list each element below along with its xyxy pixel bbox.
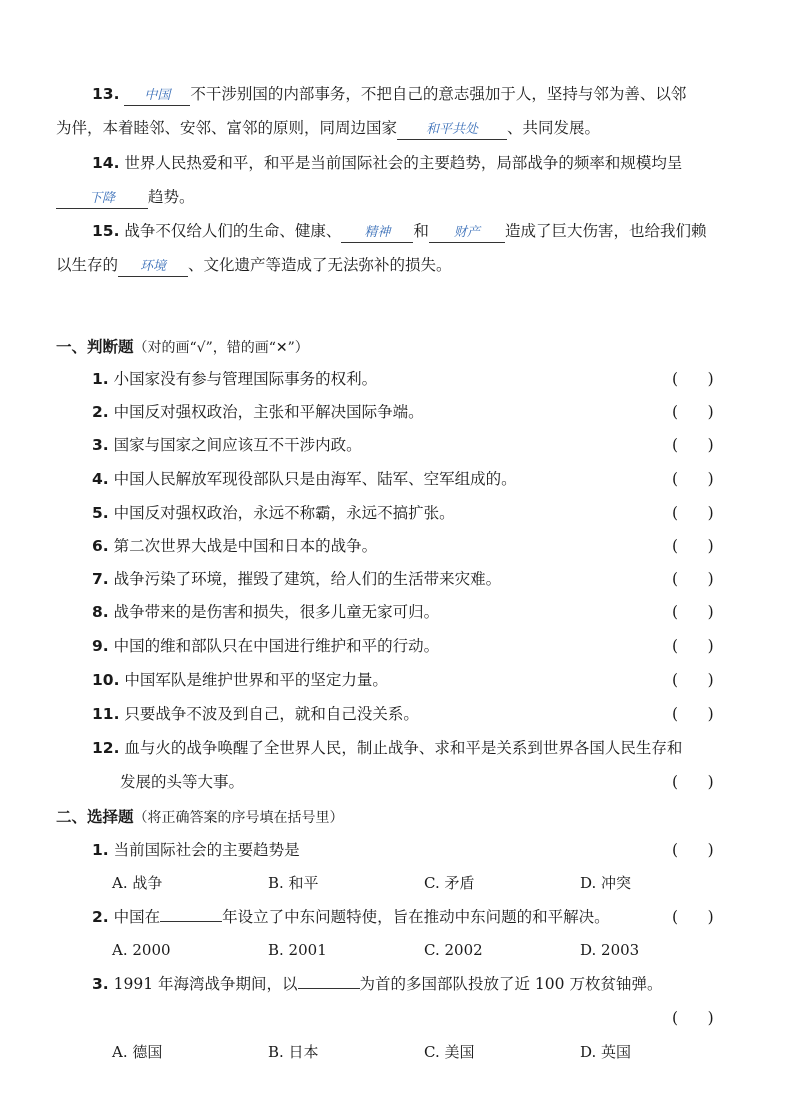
choice-q2-blank [160,907,222,922]
judge-item-number: 2. [92,403,109,421]
q14-text-2: 趋势。 [148,188,195,206]
judge-item-number: 12. [92,739,120,757]
choice-q1-option-b: B. 和平 [268,874,319,892]
fill-q13-line1 [92,83,686,106]
choice-section-title [56,805,344,827]
q13-answer-2[interactable]: 和平共处 [397,121,507,140]
judge-item-6 [92,535,377,557]
judge-item-text: 中国的维和部队只在中国进行维护和平的行动。 [113,637,440,655]
judge-item-text: 战争污染了环境，摧毁了建筑，给人们的生活带来灾难。 [113,570,502,588]
choice-q1-option-c: C. 矛盾 [424,874,475,892]
q15-number: 15. [92,222,120,240]
q15-text-5: 、文化遗产等造成了无法弥补的损失。 [188,256,452,274]
judge-item-number: 5. [92,504,109,522]
choice-q2-text-2: 年设立了中东问题特使，旨在推动中东问题的和平解决。 [222,908,610,926]
choice-q2-option-d: D. 2003 [580,941,640,959]
judge-answer-paren-9[interactable]: ( ) [672,637,714,655]
judge-section-title [56,335,309,357]
judge-answer-paren-1[interactable]: ( ) [672,370,714,388]
choice-q1-text: 当前国际社会的主要趋势是 [113,841,300,859]
judge-item-7 [92,568,501,590]
choice-q3-option-a: A. 德国 [112,1043,163,1061]
judge-item-number: 11. [92,705,120,723]
judge-item-5 [92,502,455,524]
choice-q2 [92,906,610,928]
q13-number: 13. [92,85,120,103]
judge-item-number: 7. [92,570,109,588]
judge-item-number: 4. [92,470,109,488]
choice-q3-text-1: 1991 年海湾战争期间，以 [113,975,298,993]
q13-answer-1[interactable]: 中国 [124,87,190,106]
judge-item-text: 中国反对强权政治，主张和平解决国际争端。 [113,403,424,421]
judge-answer-paren-2[interactable]: ( ) [672,403,714,421]
choice-q2-text-1: 中国在 [113,908,161,926]
choice-q1-option-d: D. 冲突 [580,874,632,892]
choice-q2-option-b: B. 2001 [268,941,327,959]
q15-text-4: 以生存的 [56,256,119,274]
choice-q1-option-a: A. 战争 [112,874,163,892]
judge-title: 一、判断题 [56,338,134,356]
judge-item-10 [92,669,388,691]
judge-answer-paren-3[interactable]: ( ) [672,436,714,454]
judge-item-text: 第二次世界大战是中国和日本的战争。 [113,537,378,555]
judge-item-text: 小国家没有参与管理国际事务的权利。 [113,370,378,388]
judge-item-12-cont: 发展的头等大事。 [120,773,245,791]
judge-item-1 [92,368,377,390]
q13-text-2: 为伴，本着睦邻、安邻、富邻的原则，同周边国家 [56,119,398,137]
judge-item-text: 战争带来的是伤害和损失，很多儿童无家可归。 [113,603,440,621]
choice-q2-option-c: C. 2002 [424,941,483,959]
q14-text-1: 世界人民热爱和平，和平是当前国际社会的主要趋势，局部战争的频率和规模均呈 [124,154,683,172]
choice-q3-number: 3. [92,975,109,993]
q15-answer-2[interactable]: 财产 [429,224,505,243]
choice-q3-text-2: 为首的多国部队投放了近 100 万枚贫铀弹。 [359,975,663,993]
choice-q3-option-c: C. 美国 [424,1043,475,1061]
judge-item-number: 8. [92,603,109,621]
judge-item-text: 中国人民解放军现役部队只是由海军、陆军、空军组成的。 [113,470,517,488]
judge-answer-paren-7[interactable]: ( ) [672,570,714,588]
choice-q3-option-d: D. 英国 [580,1043,632,1061]
choice-q3-blank [298,974,360,989]
choice-q1 [92,839,300,861]
fill-q15-line2 [56,254,452,277]
fill-q13-line2 [56,117,600,140]
fill-q14-line1 [92,152,682,174]
choice-q3 [92,973,662,995]
judge-item-3 [92,434,362,456]
judge-item-text: 中国反对强权政治，永远不称霸，永远不搞扩张。 [113,504,455,522]
judge-item-text: 中国军队是维护世界和平的坚定力量。 [124,671,388,689]
judge-item-2 [92,401,424,423]
judge-answer-paren-4[interactable]: ( ) [672,470,714,488]
judge-item-text: 血与火的战争唤醒了全世界人民，制止战争、求和平是关系到世界各国人民生存和 [124,739,683,757]
choice-answer-paren-1[interactable]: ( ) [672,841,714,859]
judge-note: （对的画“√”，错的画“✕”） [133,340,309,356]
choice-q3-option-b: B. 日本 [268,1043,319,1061]
judge-item-9 [92,635,439,657]
judge-item-number: 9. [92,637,109,655]
choice-q2-option-a: A. 2000 [112,941,171,959]
fill-q14-line2 [56,186,195,209]
judge-answer-paren-12[interactable]: ( ) [672,773,714,791]
judge-item-number: 10. [92,671,120,689]
choice-q2-number: 2. [92,908,109,926]
choice-note: （将正确答案的序号填在括号里） [133,810,344,826]
judge-item-number: 3. [92,436,109,454]
choice-q1-number: 1. [92,841,109,859]
judge-answer-paren-10[interactable]: ( ) [672,671,714,689]
fill-q15-line1 [92,220,706,243]
q15-answer-3[interactable]: 环境 [118,258,188,277]
judge-answer-paren-5[interactable]: ( ) [672,504,714,522]
judge-answer-paren-8[interactable]: ( ) [672,603,714,621]
judge-item-text: 只要战争不波及到自己，就和自己没关系。 [124,705,419,723]
choice-answer-paren-2[interactable]: ( ) [672,908,714,926]
q15-text-3: 造成了巨大伤害，也给我们赖 [504,222,707,240]
q13-text-3: 、共同发展。 [507,119,601,137]
choice-answer-paren-3[interactable]: ( ) [672,1009,714,1027]
q14-answer-1[interactable]: 下降 [56,190,148,209]
judge-item-text: 国家与国家之间应该互不干涉内政。 [113,436,362,454]
judge-item-11 [92,703,419,725]
choice-title: 二、选择题 [56,808,134,826]
q15-text-2: 和 [413,222,429,240]
q13-text-1: 不干涉别国的内部事务，不把自己的意志强加于人，坚持与邻为善、以邻 [190,85,687,103]
judge-item-number: 6. [92,537,109,555]
judge-item-4 [92,468,517,490]
judge-item-8 [92,601,439,623]
q15-text-1: 战争不仅给人们的生命、健康、 [124,222,342,240]
judge-answer-paren-11[interactable]: ( ) [672,705,714,723]
judge-item-number: 1. [92,370,109,388]
q15-answer-1[interactable]: 精神 [341,224,413,243]
judge-item-12 [92,737,682,759]
q14-number: 14. [92,154,120,172]
judge-answer-paren-6[interactable]: ( ) [672,537,714,555]
